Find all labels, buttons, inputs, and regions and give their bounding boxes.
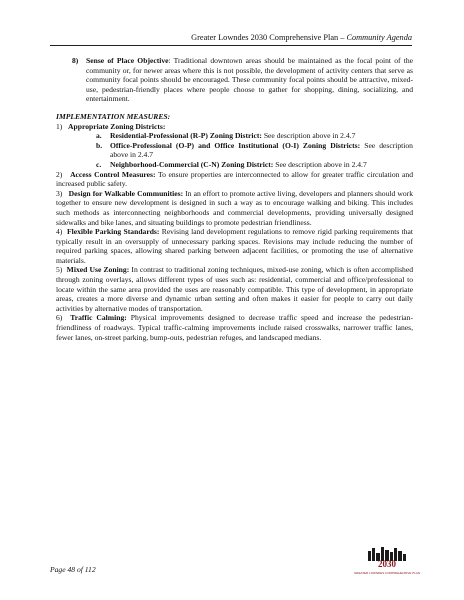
measure-number: 1)	[56, 121, 63, 131]
measure-title: Access Control Measures:	[70, 169, 156, 179]
measure-text: Physical improvements designed to decrease traffic speed and increase the pedestrian-friendliness of roadways. Typical traffic-calming improvements include raised crosswalks, narrower traffic lanes, fewer lanes, on-street parking, bump-outs, pedestrian refuges, and landscaped medians.	[56, 313, 413, 342]
sub-title: Residential-Professional (R-P) Zoning District:	[110, 131, 262, 141]
header-title: Greater Lowndes 2030 Comprehensive Plan –	[191, 33, 347, 42]
zoning-sub-a	[56, 131, 413, 141]
sub-text: See description above in 2.4.7	[273, 159, 367, 169]
measure-text: Revising land development regulations to remove rigid parking requirements that typically result in an oversupply of unnecessary parking spaces. Revisions may include reducing the number of required parking spaces, allowing shared parking between adjacent facilities, or promoting the use of alternative materials.	[56, 227, 413, 265]
sub-text: See description above in 2.4.7	[261, 131, 356, 141]
measure-3	[56, 189, 413, 227]
page-number: Page 48 of 112	[50, 565, 96, 574]
measure-number: 4)	[56, 227, 63, 237]
measure-number: 3)	[56, 188, 63, 198]
sub-title: Neighborhood-Commercial (C-N) Zoning District:	[110, 159, 274, 169]
plan-logo	[353, 545, 421, 577]
sub-text: See description above in 2.4.7	[110, 140, 413, 160]
measure-title: Traffic Calming:	[70, 313, 127, 323]
measure-1	[56, 122, 413, 132]
measure-text: To ensure properties are interconnected to allow for greater traffic circulation and increased public safety.	[56, 169, 413, 189]
measure-number: 2)	[56, 169, 63, 179]
logo-caption: GREATER LOWNDES COMPREHENSIVE PLAN	[353, 571, 421, 575]
measure-6	[56, 313, 413, 342]
measure-title: Design for Walkable Communities:	[68, 188, 184, 198]
header-subtitle: Community Agenda	[346, 33, 412, 42]
objective-title: Sense of Place Objective	[86, 56, 169, 65]
zoning-sub-b	[56, 141, 413, 160]
logo-year: 2030	[378, 559, 396, 569]
measure-title: Mixed Use Zoning:	[66, 265, 130, 275]
measure-5	[56, 265, 413, 313]
measure-text: In an effort to promote active living, developers and planners should work together to ensure new development is designed in such a way as to encourage walking and biking. This includes such methods as interconnecting neighborhoods and commercial developments, providing universally designed sidewalks and bike lanes, and situating buildings to promote pedestrian friendliness.	[56, 188, 414, 227]
zoning-sub-c	[56, 160, 413, 170]
implementation-heading: IMPLEMENTATION MEASURES:	[56, 111, 171, 121]
objective-paragraph	[58, 56, 413, 104]
measure-title: Appropriate Zoning Districts:	[68, 121, 166, 131]
measure-number: 5)	[56, 265, 63, 275]
objective-text: : Traditional downtown areas should be maintained as the focal point of the community or, for newer areas where this is not possible, the development of activity centers that serve as community focal points should be encouraged. These community focal points should be attractive, mixed-use, pedestrian-friendly places where people choose to gather for shopping, dining, socializing, and entertainment.	[86, 56, 413, 104]
measure-text: In contrast to traditional zoning techniques, mixed-use zoning, which is often accomplished through zoning overlays, allows different types of uses such as: residential, commercial and office/professional to locate within the same area provided the uses are reasonably compatible. This type of development, in appropriate areas, creates a more diverse and dynamic urban setting and often makes it easier for people to carry out daily activities by alternative modes of transportation.	[56, 265, 413, 313]
sub-letter: b.	[96, 140, 103, 150]
measure-title: Flexible Parking Standards:	[67, 227, 160, 237]
header-rule	[50, 45, 412, 46]
page-body	[56, 56, 413, 342]
page-header	[191, 33, 412, 43]
sub-letter: c.	[96, 159, 102, 169]
measure-4	[56, 227, 413, 265]
measure-number: 6)	[56, 313, 63, 323]
objective-number: 8)	[72, 56, 79, 65]
measure-2	[56, 170, 413, 189]
sub-letter: a.	[96, 131, 102, 141]
sub-title: Office-Professional (O-P) and Office Institutional (O-I) Zoning Districts:	[110, 140, 361, 150]
